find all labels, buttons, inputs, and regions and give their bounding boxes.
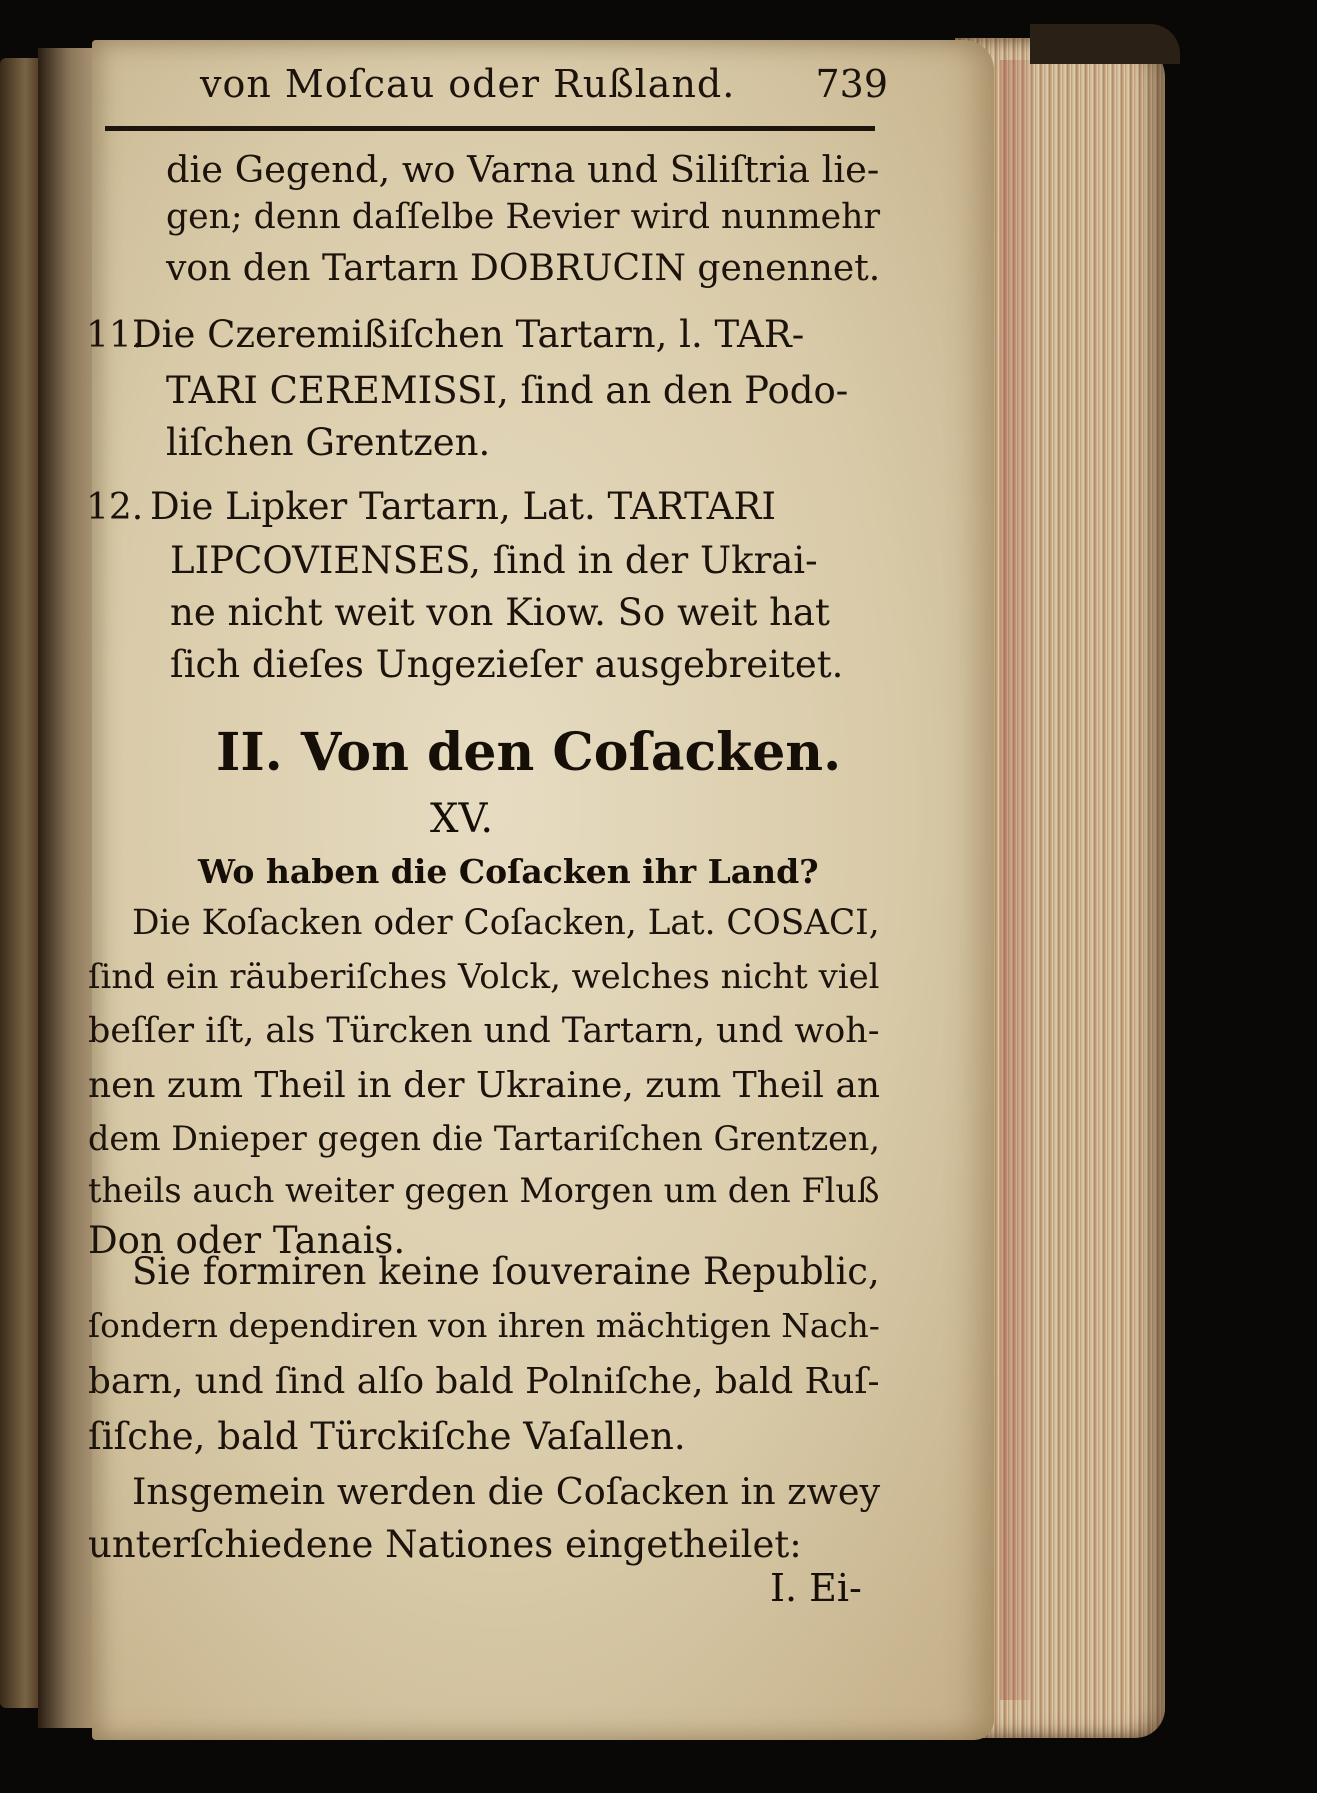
text-line: beſſer iſt, als Türcken und Tartarn, und woh- xyxy=(88,1011,880,1051)
running-head-title: von Moſcau oder Rußland. xyxy=(200,62,736,106)
text-line: Die Koſacken oder Coſacken, Lat. COSACI, xyxy=(132,903,880,943)
item-number: 12. xyxy=(86,487,144,528)
page-number: 739 xyxy=(815,62,888,106)
text-line: von den Tartarn DOBRUCIN genennet. xyxy=(166,247,881,289)
text-line: ſind ein räuberiſches Volck, welches nicht viel xyxy=(88,957,880,996)
text-line: theils auch weiter gegen Morgen um den Fluß xyxy=(88,1171,880,1210)
text-line: die Gegend, wo Varna und Siliſtria lie- xyxy=(166,148,880,191)
left-page-edge xyxy=(0,58,42,1708)
fore-edge-red-tint xyxy=(1000,60,1030,1700)
header-rule xyxy=(105,126,875,131)
text-line: dem Dnieper gegen die Tartariſchen Grentzen, xyxy=(88,1119,880,1158)
text-line: Insgemein werden die Coſacken in zwey xyxy=(132,1470,881,1513)
text-line: unterſchiedene Nationes eingetheilet: xyxy=(88,1523,802,1566)
text-line: ne nicht weit von Kiow. So weit hat xyxy=(170,591,830,634)
text-line: liſchen Grentzen. xyxy=(166,421,491,464)
text-line: gen; denn daſſelbe Revier wird nunmehr xyxy=(166,197,880,237)
text-line: TARI CEREMISSI, ſind an den Podo- xyxy=(166,369,849,412)
text-line: Don oder Tanais. xyxy=(88,1219,406,1262)
item-number: 11. xyxy=(86,315,144,356)
catchword: I. Ei- xyxy=(770,1566,862,1610)
binding-corner xyxy=(1030,24,1180,64)
question-heading: Wo haben die Coſacken ihr Land? xyxy=(198,852,819,891)
text-line: ſondern dependiren von ihren mächtigen Nach- xyxy=(88,1307,880,1345)
text-line: nen zum Theil in der Ukraine, zum Theil an xyxy=(88,1065,880,1106)
section-heading: II. Von den Coſacken. xyxy=(216,722,842,783)
text-line: ſich dieſes Ungezieſer ausgebreitet. xyxy=(170,643,844,686)
text-line: Sie formiren keine ſouveraine Republic, xyxy=(132,1250,880,1293)
text-line: Die Lipker Tartarn, Lat. TARTARI xyxy=(150,485,776,528)
text-line: Die Czeremißiſchen Tartarn, l. TAR- xyxy=(132,313,805,356)
chapter-number: XV. xyxy=(430,796,494,842)
text-line: LIPCOVIENSES, ſind in der Ukrai- xyxy=(170,539,818,582)
text-line: barn, und ſind alſo bald Polniſche, bald Ruſ- xyxy=(88,1361,880,1402)
running-head xyxy=(200,62,888,114)
text-line: ſiſche, bald Türckiſche Vaſallen. xyxy=(88,1415,686,1458)
